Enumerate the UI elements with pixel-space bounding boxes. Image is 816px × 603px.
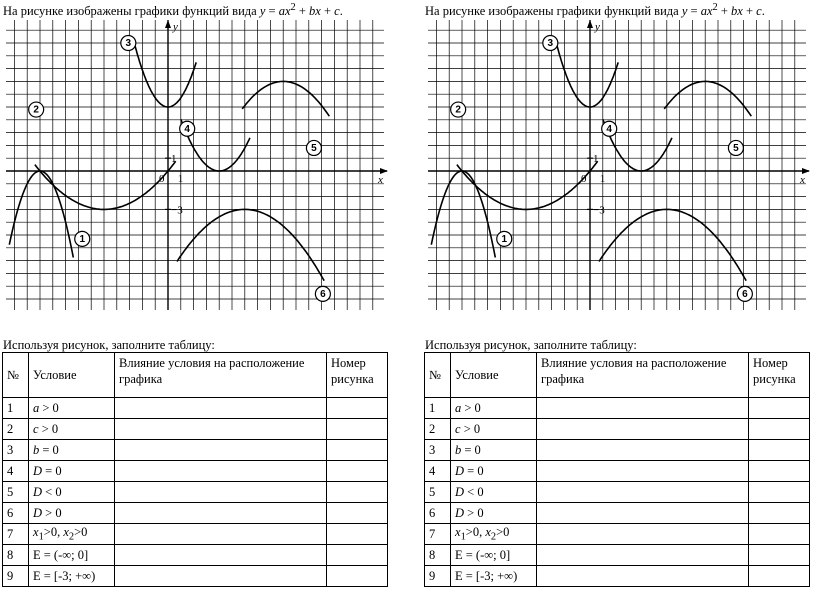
- curve-number-badge: [121, 36, 136, 51]
- condition-subscript: 1: [460, 531, 466, 543]
- row-number: 4: [425, 461, 451, 482]
- header-influence: Влияние условия на расположение графика: [115, 353, 327, 398]
- y-axis-arrow: [587, 20, 593, 28]
- condition-text: > 0: [461, 400, 481, 415]
- row-condition: [451, 398, 537, 419]
- row-condition: [29, 524, 115, 545]
- influence-answer-cell[interactable]: [537, 398, 749, 419]
- badge-number: 6: [742, 288, 748, 300]
- table-header-row: [425, 353, 810, 398]
- badge-number: 6: [320, 288, 326, 300]
- badge-number: 4: [184, 123, 190, 135]
- row-number: 3: [3, 440, 29, 461]
- curve-number-badge: [75, 231, 90, 246]
- condition-text: > 0: [38, 421, 59, 436]
- row-number: 2: [425, 419, 451, 440]
- header-condition: Условие: [29, 353, 115, 398]
- condition-text: >0,: [465, 525, 486, 540]
- x-tick-label: 1: [177, 173, 184, 185]
- table-row: [3, 545, 388, 566]
- condition-variable: D: [455, 505, 465, 520]
- figure-answer-cell[interactable]: [749, 440, 810, 461]
- worksheet-right: [425, 0, 815, 603]
- influence-answer-cell[interactable]: [537, 566, 749, 587]
- parabola-6: [599, 209, 746, 280]
- curve-number-badge: [728, 140, 743, 155]
- header-influence: Влияние условия на расположение графика: [537, 353, 749, 398]
- figure-answer-cell[interactable]: [327, 482, 388, 503]
- row-condition: [451, 503, 537, 524]
- influence-answer-cell[interactable]: [537, 419, 749, 440]
- influence-answer-cell[interactable]: [537, 503, 749, 524]
- table-row: [3, 440, 388, 461]
- influence-answer-cell[interactable]: [115, 545, 327, 566]
- row-number: 6: [3, 503, 29, 524]
- influence-answer-cell[interactable]: [537, 524, 749, 545]
- condition-text: >0: [496, 525, 510, 540]
- influence-answer-cell[interactable]: [537, 461, 749, 482]
- condition-text: > 0: [460, 421, 481, 436]
- condition-variable: b: [33, 442, 40, 457]
- figure-answer-cell[interactable]: [327, 524, 388, 545]
- origin-label: 0: [581, 173, 587, 185]
- figure-answer-cell[interactable]: [749, 398, 810, 419]
- header-figure: Номер рисунка: [749, 353, 810, 398]
- table-row: [425, 566, 810, 587]
- table-row: [425, 524, 810, 545]
- condition-text: = 0: [464, 463, 484, 478]
- parabola-2: [35, 161, 176, 209]
- row-condition: [451, 524, 537, 545]
- parabola-6: [177, 209, 324, 280]
- y-tick-label: 1: [593, 153, 599, 166]
- figure-answer-cell[interactable]: [749, 524, 810, 545]
- influence-answer-cell[interactable]: [115, 566, 327, 587]
- condition-text: > 0: [464, 505, 484, 520]
- table-row: [425, 503, 810, 524]
- condition-variable: D: [33, 463, 43, 478]
- table-row: [3, 461, 388, 482]
- answer-table: [424, 352, 810, 587]
- row-number: 1: [3, 398, 29, 419]
- row-condition: [29, 566, 115, 587]
- condition-text: > 0: [42, 505, 62, 520]
- x-tick-label: 1: [599, 173, 606, 185]
- parabola-2: [457, 161, 598, 209]
- row-condition: [451, 545, 537, 566]
- curve-number-badge: [29, 102, 44, 117]
- figure-answer-cell[interactable]: [327, 398, 388, 419]
- condition-variable: D: [33, 484, 43, 499]
- condition-variable: c: [455, 421, 461, 436]
- condition-subscript: 1: [38, 531, 44, 543]
- table-row: [3, 566, 388, 587]
- badge-number: 5: [311, 142, 317, 154]
- condition-variable: x: [455, 525, 461, 540]
- header-figure: Номер рисунка: [327, 353, 388, 398]
- condition-text: = 0: [42, 463, 62, 478]
- y-axis-label: y: [173, 21, 178, 33]
- curve-number-badge: [602, 121, 617, 136]
- table-row: [425, 482, 810, 503]
- row-number: 9: [425, 566, 451, 587]
- table-row: [3, 398, 388, 419]
- row-condition: [29, 503, 115, 524]
- condition-text: = 0: [39, 442, 59, 457]
- parabola-3: [557, 45, 619, 107]
- figure-answer-cell[interactable]: [327, 419, 388, 440]
- row-condition: [29, 419, 115, 440]
- row-number: 3: [425, 440, 451, 461]
- x-axis-label: x: [378, 174, 383, 186]
- influence-answer-cell[interactable]: [115, 461, 327, 482]
- table-header-row: [3, 353, 388, 398]
- y-tick-label: −3: [593, 204, 605, 217]
- row-condition: [451, 440, 537, 461]
- condition-variable: x: [33, 525, 39, 540]
- figure-answer-cell[interactable]: [749, 419, 810, 440]
- parabolas-graph: [425, 18, 810, 313]
- condition-text: = 0: [461, 442, 481, 457]
- row-condition: [451, 461, 537, 482]
- figure-answer-cell[interactable]: [749, 482, 810, 503]
- row-number: 5: [3, 482, 29, 503]
- table-row: [3, 482, 388, 503]
- influence-answer-cell[interactable]: [115, 440, 327, 461]
- answer-table: [2, 352, 388, 587]
- row-number: 7: [3, 524, 29, 545]
- table-row: [3, 503, 388, 524]
- curve-number-badge: [306, 140, 321, 155]
- table-row: [425, 545, 810, 566]
- parabola-3: [135, 45, 197, 107]
- instruction-text: Используя рисунок, заполните таблицу:: [425, 338, 637, 352]
- condition-text: E = (-∞; 0]: [33, 547, 89, 562]
- parabola-5: [664, 81, 751, 116]
- header-num: №: [425, 353, 451, 398]
- row-number: 4: [3, 461, 29, 482]
- table-row: [3, 419, 388, 440]
- y-tick-label: −3: [171, 204, 183, 217]
- figure-answer-cell[interactable]: [749, 503, 810, 524]
- table-row: [425, 419, 810, 440]
- badge-number: 2: [455, 104, 461, 116]
- figure-answer-cell[interactable]: [327, 440, 388, 461]
- influence-answer-cell[interactable]: [537, 545, 749, 566]
- badge-number: 1: [79, 233, 86, 245]
- table-row: [425, 461, 810, 482]
- row-number: 6: [425, 503, 451, 524]
- y-axis-label: y: [595, 21, 600, 33]
- row-number: 8: [425, 545, 451, 566]
- row-condition: [29, 482, 115, 503]
- table-row: [425, 440, 810, 461]
- influence-answer-cell[interactable]: [537, 482, 749, 503]
- condition-variable: x: [485, 525, 491, 540]
- condition-variable: D: [455, 484, 465, 499]
- condition-variable: b: [455, 442, 462, 457]
- condition-variable: D: [33, 505, 43, 520]
- condition-text: E = [-3; +∞): [455, 568, 518, 583]
- worksheet-title: На рисунке изображены графики функций вида $y = ax^2$ + bx + c.: [425, 2, 765, 19]
- badge-number: 2: [33, 104, 39, 116]
- row-condition: [29, 461, 115, 482]
- condition-text: >0,: [43, 525, 64, 540]
- row-number: 2: [3, 419, 29, 440]
- condition-text: < 0: [464, 484, 484, 499]
- row-number: 1: [425, 398, 451, 419]
- condition-text: E = [-3; +∞): [33, 568, 96, 583]
- figure-answer-cell[interactable]: [327, 566, 388, 587]
- header-condition: Условие: [451, 353, 537, 398]
- row-number: 9: [3, 566, 29, 587]
- row-condition: [451, 419, 537, 440]
- origin-label: 0: [159, 173, 165, 185]
- figure-answer-cell[interactable]: [749, 545, 810, 566]
- condition-variable: a: [455, 400, 462, 415]
- badge-number: 3: [125, 38, 132, 49]
- table-row: [425, 398, 810, 419]
- curve-number-badge: [451, 102, 466, 117]
- y-tick-label: 1: [171, 153, 177, 166]
- header-num: №: [3, 353, 29, 398]
- instruction-text: Используя рисунок, заполните таблицу:: [3, 338, 215, 352]
- influence-answer-cell[interactable]: [115, 419, 327, 440]
- table-row: [3, 524, 388, 545]
- badge-number: 3: [547, 38, 554, 49]
- condition-variable: x: [63, 525, 69, 540]
- figure-answer-cell[interactable]: [749, 566, 810, 587]
- curve-number-badge: [497, 231, 512, 246]
- influence-answer-cell[interactable]: [115, 398, 327, 419]
- parabola-5: [242, 81, 329, 116]
- condition-variable: D: [455, 463, 465, 478]
- curve-number-badge: [315, 286, 330, 301]
- figure-answer-cell[interactable]: [749, 461, 810, 482]
- curve-number-badge: [737, 286, 752, 301]
- row-number: 8: [3, 545, 29, 566]
- condition-variable: c: [33, 421, 39, 436]
- row-number: 7: [425, 524, 451, 545]
- condition-subscript: 2: [68, 531, 75, 543]
- condition-subscript: 2: [490, 531, 497, 543]
- influence-answer-cell[interactable]: [115, 482, 327, 503]
- figure-answer-cell[interactable]: [327, 461, 388, 482]
- parabolas-graph: [3, 18, 388, 313]
- x-axis-label: x: [800, 174, 805, 186]
- badge-number: 1: [501, 233, 508, 245]
- row-condition: [451, 566, 537, 587]
- row-condition: [29, 545, 115, 566]
- badge-number: 5: [733, 142, 739, 154]
- condition-variable: a: [33, 400, 40, 415]
- influence-answer-cell[interactable]: [115, 524, 327, 545]
- badge-number: 4: [606, 123, 612, 135]
- row-number: 5: [425, 482, 451, 503]
- row-condition: [29, 398, 115, 419]
- worksheet-left: [3, 0, 393, 603]
- worksheet-title: На рисунке изображены графики функций вида $y = ax^2$ + bx + c.: [3, 2, 343, 19]
- row-condition: [29, 440, 115, 461]
- condition-text: E = (-∞; 0]: [455, 547, 511, 562]
- condition-text: < 0: [42, 484, 62, 499]
- curve-number-badge: [543, 36, 558, 51]
- y-axis-arrow: [165, 20, 171, 28]
- influence-answer-cell[interactable]: [537, 440, 749, 461]
- curve-number-badge: [180, 121, 195, 136]
- figure-answer-cell[interactable]: [327, 545, 388, 566]
- condition-text: >0: [74, 525, 88, 540]
- row-condition: [451, 482, 537, 503]
- figure-answer-cell[interactable]: [327, 503, 388, 524]
- condition-text: > 0: [39, 400, 59, 415]
- influence-answer-cell[interactable]: [115, 503, 327, 524]
